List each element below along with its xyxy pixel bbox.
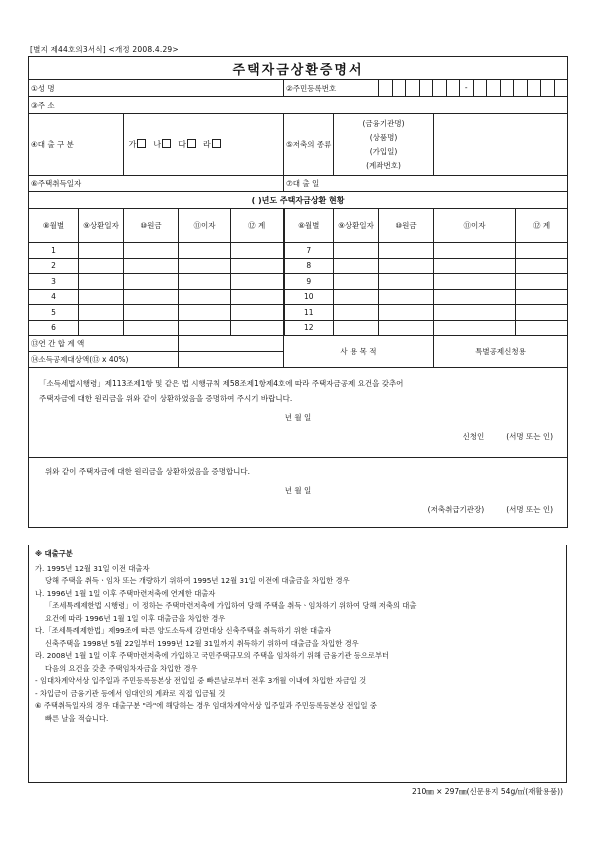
deduction-label: ⑭소득공제대상액(⑬ x 40%)	[29, 352, 179, 368]
loan-option-ga: 가	[128, 140, 137, 149]
form-header	[30, 44, 179, 55]
certify-section	[29, 458, 568, 528]
table-row	[29, 320, 568, 336]
institution-label: (저축취급기관장)	[427, 505, 485, 514]
note-line: - 차입금이 금융기관 등에서 임대인의 계좌로 직접 입금될 것	[35, 688, 226, 698]
month-cell: 7	[284, 243, 334, 259]
join-date-label: (가입일)	[369, 146, 398, 156]
month-cell: 2	[29, 258, 79, 274]
note-line: 나. 1996년 1월 1일 이후 주택마련저축에 연계한 대출자	[35, 588, 216, 598]
note-line: 당해 주택을 취득ㆍ임차 또는 개량하기 위하여 1995년 12월 31일 이전에 대출금을 차입한 경우	[45, 576, 350, 585]
note-line: 요건에 따라 1996년 1월 1일 이후 대출금을 차입한 경우	[45, 613, 226, 623]
table-row	[29, 274, 568, 290]
rrn-field[interactable]	[379, 80, 568, 97]
col-interest-right: ⑪이자	[434, 209, 516, 243]
savings-detail-values[interactable]	[434, 114, 568, 176]
note-line: 「조세특례제한법 시행령」이 정하는 주택마련저축에 가입하여 당해 주택을 취득ㆍ임차하기 위하여 당해 저축의 대출	[45, 601, 417, 610]
checkbox-ra[interactable]	[212, 139, 221, 148]
notes-heading: ※ 대출구분	[35, 549, 73, 558]
col-total-right: ⑫ 계	[516, 209, 568, 243]
form-number: [별지 제44호의3서식]	[30, 45, 106, 54]
loan-option-ra: 라	[203, 140, 211, 149]
month-cell: 11	[284, 305, 334, 321]
col-principal-right: ⑩원금	[379, 209, 434, 243]
home-date-label: ⑥주택취득일자	[29, 176, 284, 192]
col-total-left: ⑫ 계	[231, 209, 284, 243]
account-number-label: (계좌번호)	[366, 160, 401, 170]
note-line: 다음의 요건을 갖춘 주택임차자금을 차입한 경우	[45, 663, 198, 673]
table-row	[29, 243, 568, 259]
month-cell: 6	[29, 320, 79, 336]
note-line: - 임대차계약서상 입주일과 주민등록등본상 전입일 중 빠른날로부터 전후 3개월 이내에 차입한 자금일 것	[35, 676, 367, 685]
col-date-left: ⑨상환일자	[79, 209, 124, 243]
savings-type-label: ⑤저축의 종류	[284, 114, 334, 176]
request-date: 년 월 일	[284, 413, 312, 422]
month-cell: 12	[284, 320, 334, 336]
certify-date: 년 월 일	[284, 486, 312, 495]
annual-total-label: ⑬연 간 합 계 액	[29, 336, 179, 352]
certificate-form	[28, 56, 568, 528]
rrn-dash: -	[460, 80, 474, 96]
loan-type-notes	[28, 545, 567, 783]
month-cell: 1	[29, 243, 79, 259]
special-deduction-label: 특별공제신청용	[434, 336, 568, 368]
month-cell: 5	[29, 305, 79, 321]
purpose-label: 사 용 목 적	[284, 336, 434, 368]
table-row	[29, 258, 568, 274]
loan-type-options	[124, 114, 284, 176]
request-section	[29, 368, 568, 458]
address-label: ③주 소	[29, 97, 568, 114]
rrn-label: ②주민등록번호	[284, 80, 379, 97]
checkbox-na[interactable]	[162, 139, 171, 148]
loan-option-na: 나	[153, 140, 162, 149]
col-date-right: ⑨상환일자	[334, 209, 379, 243]
applicant-signature[interactable]: (서명 또는 인)	[506, 432, 554, 441]
product-name-label: (상품명)	[369, 132, 398, 142]
col-interest-left: ⑪이자	[179, 209, 231, 243]
name-label: ①성 명	[29, 80, 284, 97]
col-principal-left: ⑩원금	[124, 209, 179, 243]
annual-total-value[interactable]	[179, 336, 284, 352]
col-month-right: ⑧월별	[284, 209, 334, 243]
checkbox-ga[interactable]	[137, 139, 146, 148]
note-line: 가. 1995년 12월 31일 이전 대출자	[35, 563, 150, 573]
loan-option-da: 다	[178, 140, 186, 149]
note-line: 라. 2008년 1월 1일 이후 주택마련저축에 가입하고 국민주택규모의 주택을 임차하기 위해 금융기관 등으로부터	[35, 651, 390, 660]
deduction-value[interactable]	[179, 352, 284, 368]
certify-text: 위와 같이 주택자금에 대한 원리금을 상환하였음을 증명합니다.	[45, 467, 251, 476]
request-text-1: 「소득세법시행령」제113조제1항 및 같은 법 시행규칙 제58조제1항제4호에 따라 주택자금공제 요건을 갖추어	[39, 379, 404, 388]
month-cell: 3	[29, 274, 79, 290]
applicant-label: 신청인	[462, 432, 485, 441]
month-cell: 9	[284, 274, 334, 290]
month-cell: 8	[284, 258, 334, 274]
request-text-2: 주택자금에 대한 원리금을 위와 같이 상환하였음을 증명하여 주시기 바랍니다.	[39, 394, 293, 403]
institution-signature[interactable]: (서명 또는 인)	[506, 505, 554, 514]
month-cell: 10	[284, 289, 334, 305]
paper-spec: 210㎜ × 297㎜(신문용지 54g/㎡(재활용품))	[411, 787, 563, 796]
loan-date-label: ⑦대 출 일	[284, 176, 568, 192]
bank-name-label: (금융기관명)	[362, 118, 405, 128]
table-row	[29, 289, 568, 305]
loan-type-label: ④대 출 구 분	[29, 114, 124, 176]
table-row	[29, 305, 568, 321]
checkbox-da[interactable]	[187, 139, 196, 148]
repayment-subtitle: ( )년도 주택자금상환 현황	[29, 192, 568, 209]
month-cell: 4	[29, 289, 79, 305]
note-line: 신축주택을 1998년 5월 22일부터 1999년 12월 31일까지 취득하기 위하여 대출금을 차입한 경우	[45, 638, 359, 648]
note-line: ⑥ 주택취득일자의 경우 대출구분 "라"에 해당하는 경우 임대차계약서상 입주일과 주민등록등본상 전입일 중	[35, 701, 377, 710]
note-line: 다.「조세특례제한법」제99조에 따른 양도소득세 감면대상 신축주택을 취득하기 위한 대출자	[35, 626, 332, 635]
revision-note: <개정 2008.4.29>	[108, 45, 179, 54]
col-month-left: ⑧월별	[29, 209, 79, 243]
page-title: 주택자금상환증명서	[29, 57, 568, 80]
savings-details	[334, 114, 434, 176]
note-line: 빠른 날을 적습니다.	[45, 713, 109, 723]
